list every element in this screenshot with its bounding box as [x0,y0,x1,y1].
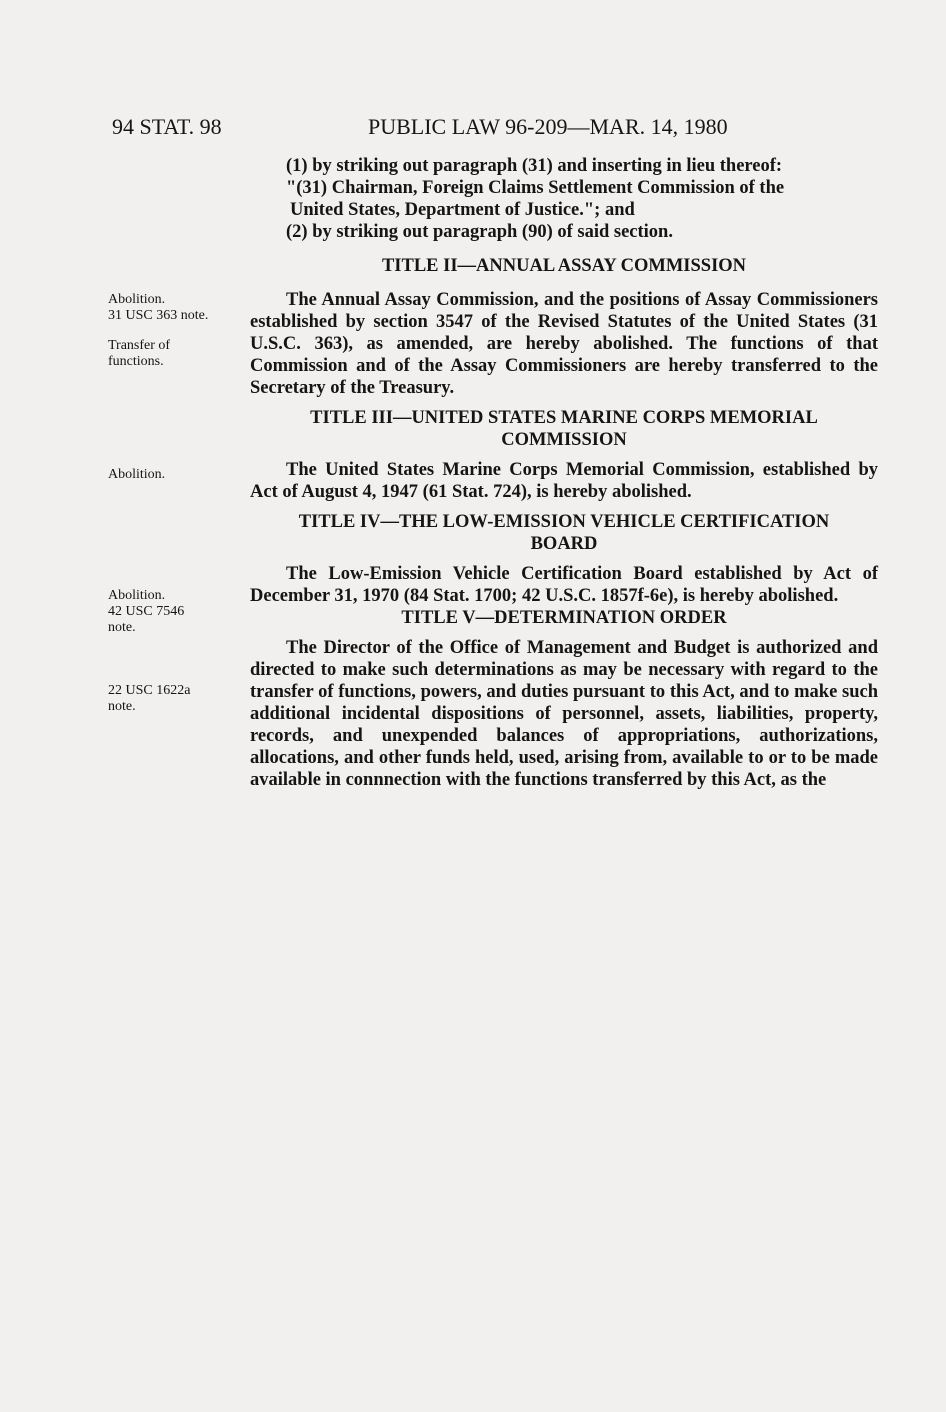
section-heading: COMMISSION [501,430,627,450]
amendment-item: (2) by striking out paragraph (90) of said section. [286,222,673,242]
amendment-quote: "(31) Chairman, Foreign Claims Settlement Commission of the [286,178,785,198]
margin-notes-title3 [108,467,236,483]
margin-note: Transfer of functions. [108,338,171,369]
law-title: PUBLIC LAW 96-209—MAR. 14, 1980 [368,114,728,139]
margin-notes-title5 [108,683,208,715]
margin-note: 42 USC 7546 note. [108,604,185,635]
amendment-quote: United States, Department of Justice."; and [290,200,635,220]
stat-reference: 94 STAT. 98 [112,114,222,139]
margin-note: 31 USC 363 note. [108,308,209,323]
section-text: The Director of the Office of Management and Budget is authorized and directed to make such determinations as may be necessary with regard to the transfer of functions, powers, and duties pursuant to this Act, and to make such additional incidental dispositions of personnel, assets, liabilities, property, records, and unexpended balances of appropriations, authorizations, allocations, and other funds held, used, arising from, available to or to be made available in connnection with the functions transferred by this Act, as the [250,638,878,790]
section-text: The United States Marine Corps Memorial Commission, established by Act of August 4, 1947 (61 Stat. 724), is hereby abolished. [250,460,878,502]
margin-note: Abolition. [108,588,166,603]
margin-note: 22 USC 1622a note. [108,683,191,714]
document-body [250,155,878,791]
margin-notes-title4 [108,588,208,636]
margin-note: Abolition. [108,467,166,482]
section-heading: TITLE III—UNITED STATES MARINE CORPS MEMORIAL [310,408,818,428]
section-text: The Annual Assay Commission, and the positions of Assay Commissioners established by section 3547 of the Revised Statutes of the United States (31 U.S.C. 363), as amended, are hereby abolished. The functions of that Commission and of the Assay Commissioners are hereby transferred to the Secretary of the Treasury. [250,290,878,398]
section-heading: TITLE V—DETERMINATION ORDER [401,608,727,628]
margin-note: Abolition. [108,292,166,307]
amendment-item: (1) by striking out paragraph (31) and inserting in lieu thereof: [286,156,783,176]
section-text: The Low-Emission Vehicle Certification Board established by Act of December 31, 1970 (84 Stat. 1700; 42 U.S.C. 1857f-6e), is hereby abolished. [250,564,878,606]
section-heading: BOARD [530,534,598,554]
margin-notes-title2 [108,292,236,370]
section-heading: TITLE IV—THE LOW-EMISSION VEHICLE CERTIFICATION [298,512,830,532]
section-heading: TITLE II—ANNUAL ASSAY COMMISSION [381,256,747,276]
